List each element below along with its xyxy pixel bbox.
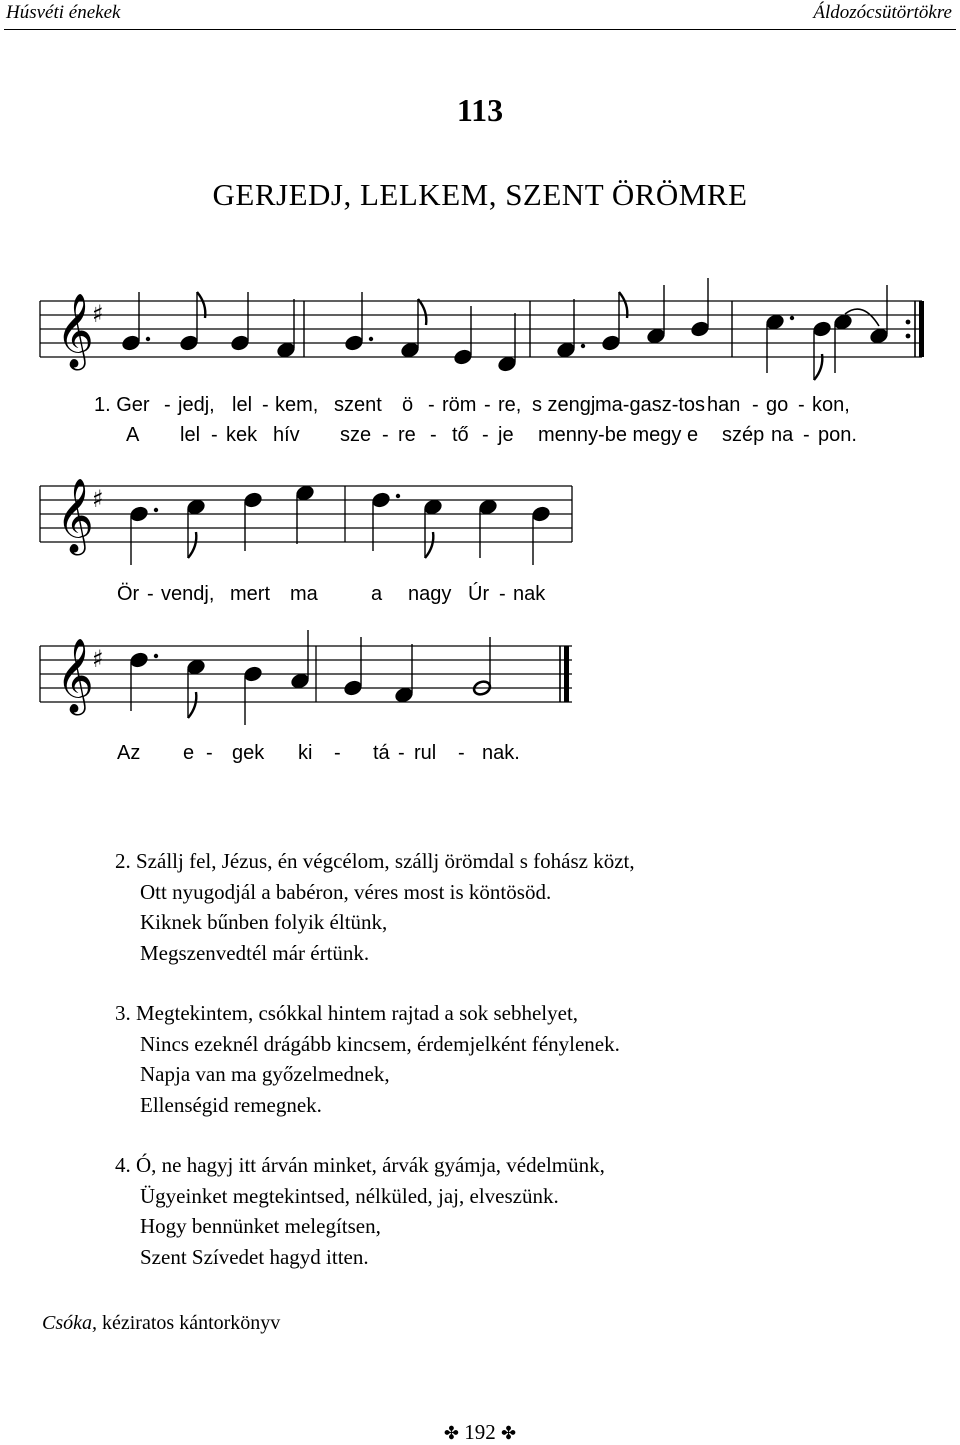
stanza-number: 2. bbox=[115, 849, 131, 873]
lyric-syllable: ki bbox=[298, 742, 313, 764]
stave-1 bbox=[40, 301, 922, 357]
page-footer bbox=[0, 1420, 960, 1445]
lyric-syllable: kon, bbox=[812, 394, 850, 416]
lyric-hyphen: - bbox=[798, 394, 805, 416]
stanza-2 bbox=[115, 846, 635, 968]
lyric-syllable: go bbox=[766, 394, 789, 416]
lyric-syllable: szent bbox=[334, 394, 382, 416]
lyric-syllable: nak. bbox=[482, 742, 520, 764]
sharp-icon: ♯ bbox=[92, 645, 104, 673]
lyric-syllable: nak bbox=[513, 583, 546, 605]
source-name: Csóka, bbox=[42, 1312, 97, 1334]
lyric-syllable: vendj, bbox=[161, 583, 215, 605]
song-title: GERJEDJ, LELKEM, SZENT ÖRÖMRE bbox=[212, 177, 748, 212]
lyric-hyphen: - bbox=[482, 424, 489, 446]
lyric-syllable: ma-gasz-tos bbox=[595, 394, 706, 416]
page-number: 192 bbox=[464, 1420, 496, 1444]
sharp-icon: ♯ bbox=[92, 485, 104, 513]
stanza-line: Megszenvedtél már értünk. bbox=[140, 940, 370, 965]
lyric-syllable: hív bbox=[273, 424, 300, 446]
stanza-3 bbox=[115, 998, 635, 1120]
lyric-hyphen: - bbox=[430, 424, 437, 446]
treble-clef-icon: 𝄞 bbox=[56, 294, 94, 368]
stanza-number: 3. bbox=[115, 1001, 131, 1025]
lyric-syllable: a bbox=[371, 583, 383, 605]
lyric-syllable: mert bbox=[230, 583, 270, 605]
lyric-hyphen: - bbox=[458, 742, 465, 764]
lyric-syllable: röm bbox=[442, 394, 477, 416]
stanza-line: Ó, ne hagyj itt árván minket, árvák gyámja, védelmünk, bbox=[136, 1153, 605, 1177]
stanza-line: Ellenségid remegnek. bbox=[140, 1092, 322, 1117]
stanza-line: Napja van ma győzelmednek, bbox=[140, 1062, 390, 1086]
lyric-hyphen: - bbox=[147, 583, 154, 605]
treble-clef-icon: 𝄞 bbox=[56, 479, 94, 553]
stanza-line: Nincs ezeknél drágább kincsem, érdemjelként fénylenek. bbox=[140, 1031, 620, 1056]
lyric-syllable: gek bbox=[232, 742, 265, 764]
lyric-syllable: kek bbox=[226, 424, 258, 446]
lyric-syllable: tő bbox=[452, 424, 469, 446]
lyric-syllable: Úr bbox=[468, 583, 490, 605]
stanza-line: Ügyeinket megtekintsed, nélküled, jaj, elveszünk. bbox=[140, 1183, 559, 1208]
lyric-syllable: menny-be megy e bbox=[538, 424, 699, 446]
lyric-syllable: szép bbox=[722, 424, 765, 446]
stanza-line: Ott nyugodjál a babéron, véres most is köntösöd. bbox=[140, 879, 552, 904]
lyric-syllable: lel bbox=[232, 394, 253, 416]
song-number: 113 bbox=[456, 92, 504, 128]
stanza-line: Kiknek bűnben folyik éltünk, bbox=[140, 910, 388, 934]
lyric-syllable: re, bbox=[498, 394, 522, 416]
lyric-hyphen: - bbox=[206, 742, 213, 764]
lyric-syllable: kem, bbox=[275, 394, 319, 416]
stanza-line: Hogy bennünket melegítsen, bbox=[140, 1214, 381, 1238]
running-header-left: Húsvéti énekek bbox=[6, 2, 121, 23]
verses bbox=[115, 846, 635, 1302]
lyric-syllable: A bbox=[126, 424, 140, 446]
running-header-right: Áldozócsütörtökre bbox=[813, 2, 952, 23]
lyric-syllable: 1. Ger bbox=[94, 394, 150, 416]
lyric-hyphen: - bbox=[382, 424, 389, 446]
lyric-syllable: sze bbox=[340, 424, 372, 446]
source-note bbox=[42, 1312, 280, 1335]
lyric-hyphen: - bbox=[428, 394, 435, 416]
stanza-4 bbox=[115, 1150, 635, 1272]
stave-2-notes bbox=[129, 484, 551, 565]
ornament-icon: ✤ bbox=[501, 1423, 517, 1443]
stave-3 bbox=[40, 646, 572, 702]
lyric-hyphen: - bbox=[398, 742, 405, 764]
lyric-syllable: re bbox=[398, 424, 416, 446]
lyric-syllable: lel bbox=[180, 424, 201, 446]
lyric-hyphen: - bbox=[484, 394, 491, 416]
lyric-syllable: je bbox=[498, 424, 514, 446]
stave-3-notes bbox=[129, 630, 492, 725]
lyric-syllable: Az bbox=[117, 742, 141, 764]
lyric-syllable: nagy bbox=[408, 583, 452, 605]
source-rest: kéziratos kántorkönyv bbox=[102, 1312, 281, 1334]
lyric-hyphen: - bbox=[499, 583, 506, 605]
lyric-syllable: Ör bbox=[117, 583, 140, 605]
lyric-hyphen: - bbox=[164, 394, 171, 416]
lyric-syllable: e bbox=[183, 742, 195, 764]
treble-clef-icon: 𝄞 bbox=[56, 639, 94, 713]
lyric-hyphen: - bbox=[752, 394, 759, 416]
lyric-syllable: han bbox=[707, 394, 741, 416]
lyric-syllable: ma bbox=[290, 583, 318, 605]
stanza-line: Megtekintem, csókkal hintem rajtad a sok sebhelyet, bbox=[136, 1001, 579, 1025]
lyric-syllable: jedj, bbox=[178, 394, 215, 416]
lyric-hyphen: - bbox=[803, 424, 810, 446]
ornament-icon: ✤ bbox=[443, 1423, 459, 1443]
lyric-syllable: pon. bbox=[818, 424, 857, 446]
lyric-hyphen: - bbox=[334, 742, 341, 764]
lyric-syllable: tá bbox=[373, 742, 390, 764]
stanza-number: 4. bbox=[115, 1153, 131, 1177]
lyric-syllable: na bbox=[771, 424, 794, 446]
stanza-line: Szállj fel, Jézus, én végcélom, szállj örömdal s fohász közt, bbox=[136, 849, 635, 873]
lyric-hyphen: - bbox=[211, 424, 218, 446]
stanza-line: Szent Szívedet hagyd itten. bbox=[140, 1244, 369, 1269]
lyric-hyphen: - bbox=[262, 394, 269, 416]
lyric-syllable: ö bbox=[402, 394, 414, 416]
sharp-icon: ♯ bbox=[92, 300, 104, 328]
lyric-syllable: s zengj bbox=[532, 394, 596, 416]
lyric-syllable: rul bbox=[414, 742, 437, 764]
